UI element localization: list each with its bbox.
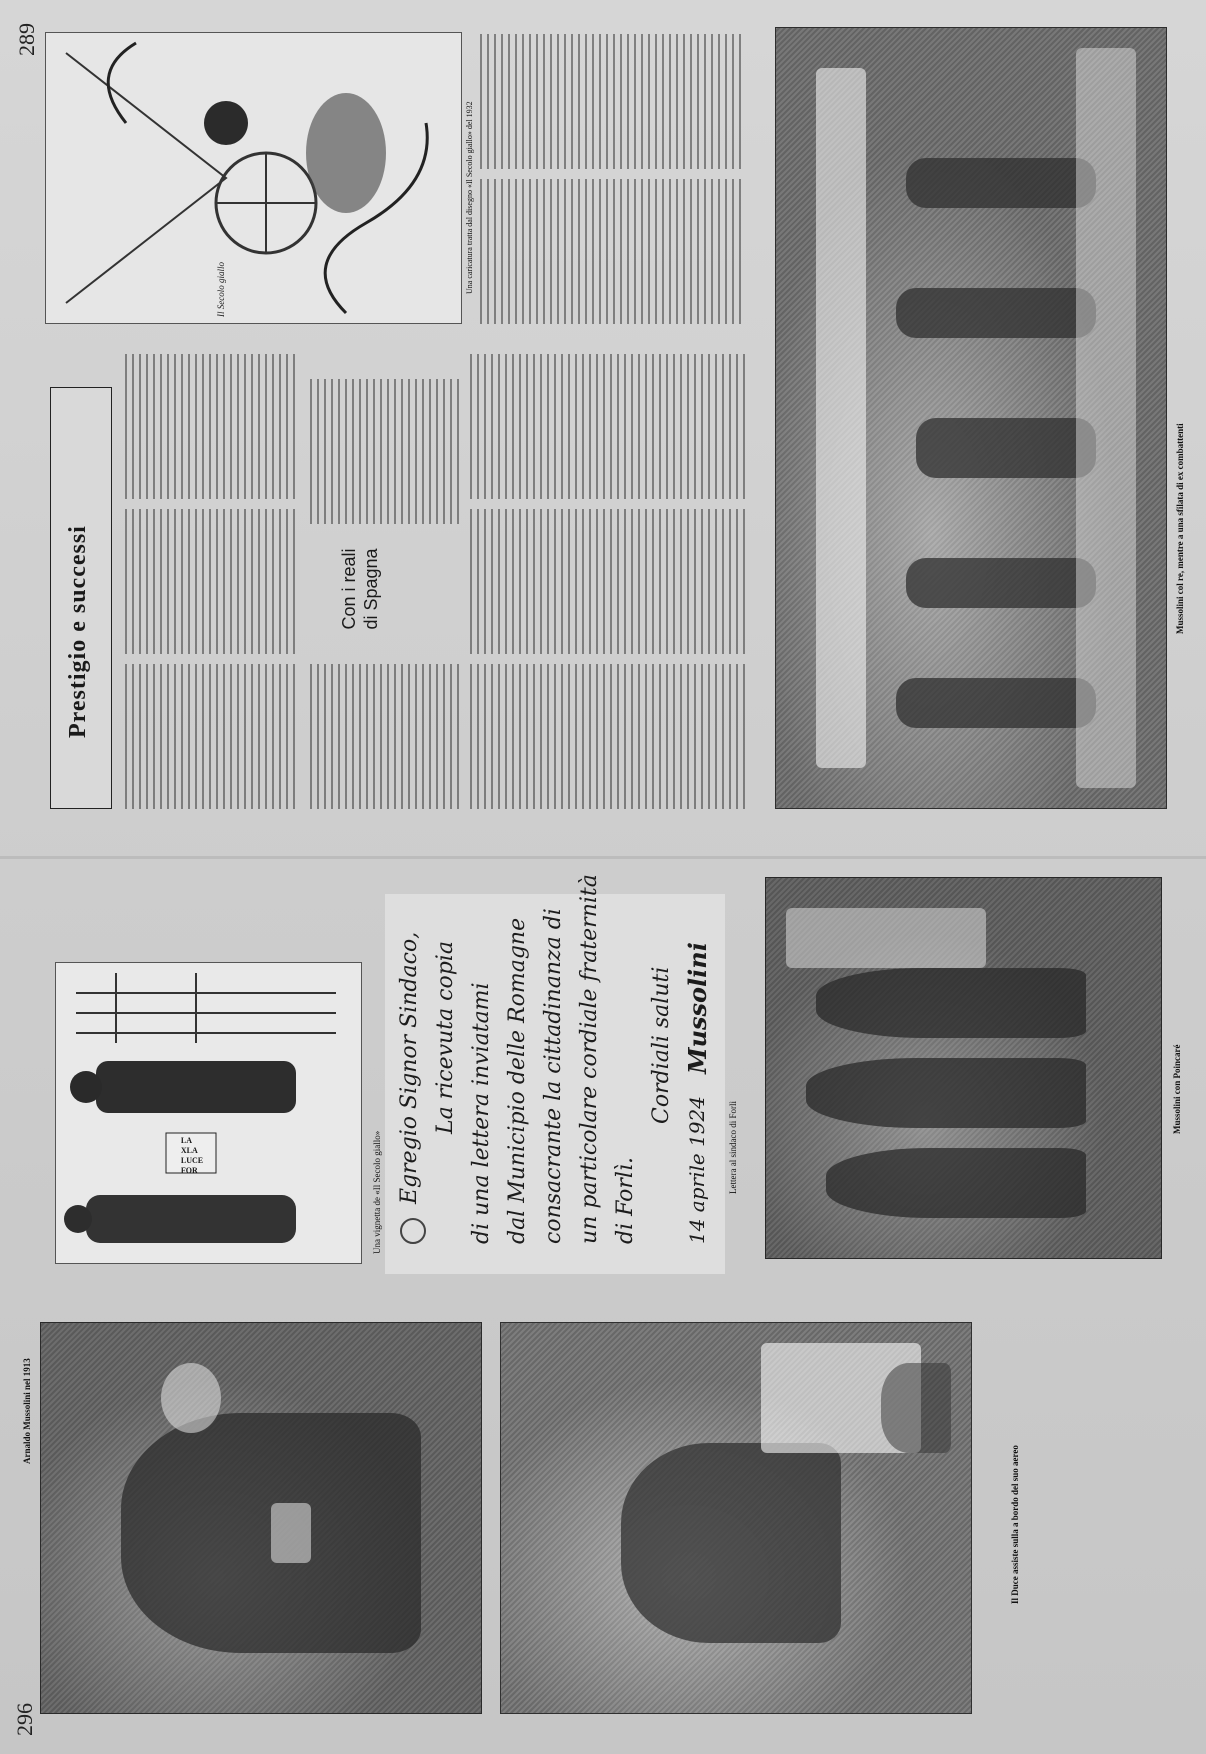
letter-line-1: Egregio Signor Sindaco, [397, 931, 422, 1204]
article-text-column-1 [125, 664, 300, 809]
letter-line-4: dal Municipio delle Romagne [505, 917, 530, 1244]
letter-signature: Mussolini [683, 942, 712, 1074]
aircraft-caption: Il Duce assiste sulla a bordo del suo aereo [1010, 1445, 1020, 1604]
article-title-box [50, 387, 112, 809]
dancer-drawing [45, 32, 462, 324]
article-text-column-5 [310, 379, 460, 524]
subheading-line-1: Con i reali [339, 548, 359, 630]
article-text-column-6 [470, 664, 745, 809]
letter-line-5: consacrante la cittadinanza di [541, 908, 566, 1244]
article-text-column-3 [125, 354, 300, 499]
dancer-illustration [46, 33, 461, 323]
article-subheading [338, 534, 382, 644]
handwritten-letter [385, 874, 725, 1274]
sign-line-1: LA [180, 1135, 193, 1145]
letter-line-2: La ricevuta copia [433, 941, 458, 1134]
right-page-number: 289 [14, 23, 39, 56]
article-text-column-8 [470, 354, 745, 499]
caricature-sign [181, 1136, 203, 1176]
subheading-line-2: di Spagna [361, 548, 381, 630]
caricature-caption: Una vignetta de «Il Secolo giallo» [372, 1130, 382, 1254]
letter-line-6: un particolare cordiale fraternità [577, 874, 602, 1244]
letter-date: 14 aprile 1924 [685, 1096, 709, 1244]
article-text-column-2 [125, 509, 300, 654]
sign-line-3: LUCE [180, 1155, 204, 1165]
article-text-column-4 [310, 664, 460, 809]
letter-line-7: di Forlì. [613, 1156, 638, 1244]
group-photo-caption: Mussolini con Poincaré [1172, 1044, 1182, 1134]
caricature-illustration [56, 963, 361, 1263]
page-gutter [0, 856, 1206, 859]
letter-crest-icon [400, 1218, 426, 1244]
aircraft-photo [500, 1322, 972, 1714]
drawing-header: Il Secolo giallo [216, 262, 226, 317]
left-page-number: 296 [12, 1703, 37, 1736]
crowd-photo-caption: Mussolini col re, mentre a una sfilata di ex combattenti [1175, 423, 1185, 634]
article-text-column-7 [470, 509, 745, 654]
article-text-column-10 [480, 34, 745, 169]
article-text-column-9 [480, 179, 745, 324]
portrait-photo [40, 1322, 482, 1714]
group-photo [765, 877, 1162, 1259]
letter-line-3: di una lettera inviatami [469, 982, 494, 1244]
article-title: Prestigio e successi [65, 525, 91, 738]
drawing-caption: Una caricatura tratta dal disegno «Il Secolo giallo» del 1932 [465, 101, 474, 294]
letter-closing: Cordiali saluti [649, 966, 674, 1124]
portrait-caption: Arnaldo Mussolini nel 1913 [22, 1358, 32, 1464]
letter-caption: Lettera al sindaco di Forlì [728, 1101, 738, 1194]
sign-line-4: FOR [180, 1165, 198, 1175]
caricature-drawing [55, 962, 362, 1264]
sign-line-2: XLA [180, 1145, 198, 1155]
crowd-photo [775, 27, 1167, 809]
